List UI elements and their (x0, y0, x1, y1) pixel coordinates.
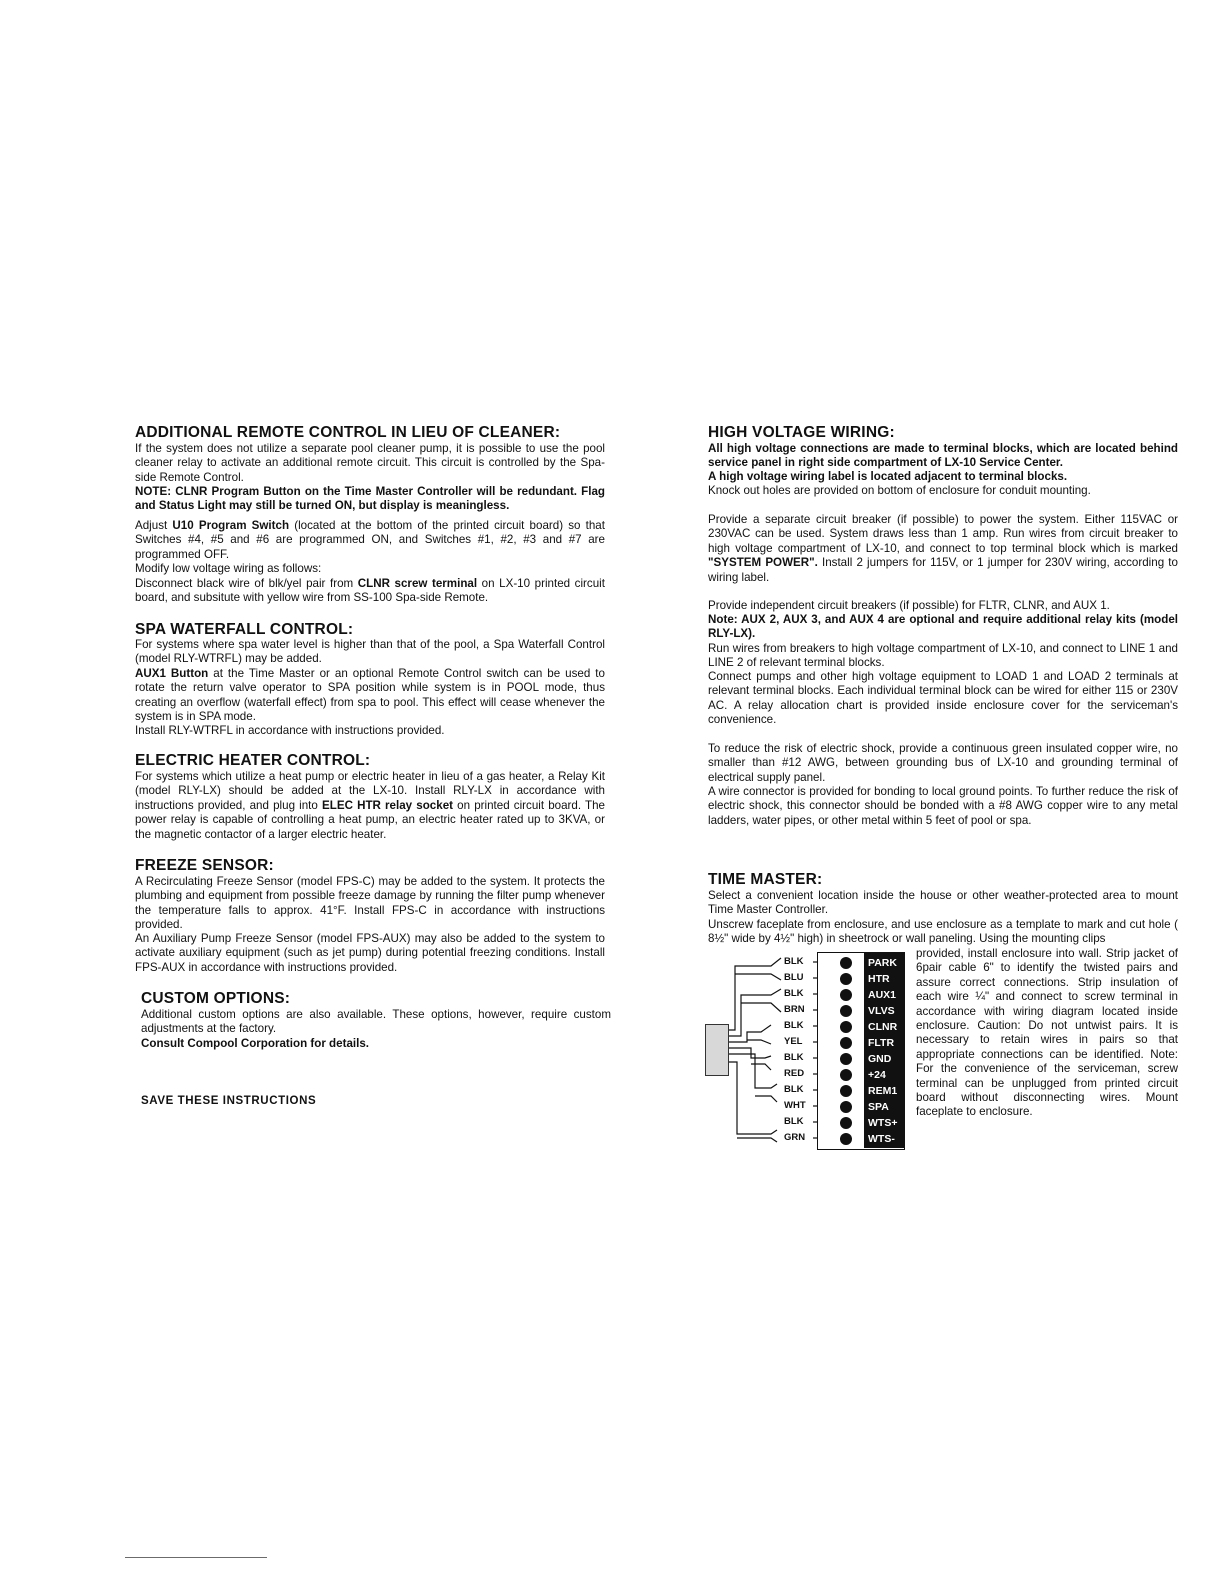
terminal-screw-icon (840, 1005, 852, 1017)
hv-paragraph-5: Connect pumps and other high voltage equipment to LOAD 1 and LOAD 2 terminals at relevant terminal blocks. Each individual terminal block can be wired for either 115 or 230V AC. A relay allocation chart is provided inside enclosure cover for the serviceman's convenience. (708, 670, 1178, 727)
terminal-screw-icon (840, 1117, 852, 1129)
hv-paragraph-4: Run wires from breakers to high voltage compartment of LX-10, and connect to LINE 1 and LINE 2 of relevant terminal blocks. (708, 642, 1178, 670)
heading-remote-control: ADDITIONAL REMOTE CONTROL IN LIEU OF CLEANER: (135, 424, 561, 441)
wire-label: BLK (784, 1116, 804, 1127)
wiring-diagram (705, 952, 905, 1150)
remote-paragraph-1: If the system does not utilize a separate pool cleaner pump, it is possible to use the pool cleaner relay to activate an additional remote circuit. This circuit is controlled by the Spa-side Remote Control. (135, 442, 605, 484)
terminal-label: VLVS (868, 1005, 895, 1017)
terminal-screw-icon (840, 1085, 852, 1097)
spa-paragraph-3: Install RLY-WTRFL in accordance with instructions provided. (135, 724, 445, 737)
terminal-label: AUX1 (868, 989, 897, 1001)
terminal-block (817, 952, 905, 1150)
terminal-label: WTS- (868, 1133, 895, 1145)
heading-freeze-sensor: FREEZE SENSOR: (135, 857, 274, 874)
hv-paragraph-1: Knock out holes are provided on bottom of enclosure for conduit mounting. (708, 484, 1091, 497)
wire-label: RED (784, 1068, 805, 1079)
terminal-label: PARK (868, 957, 897, 969)
terminal-screw-icon (840, 989, 852, 1001)
terminal-screw-icon (840, 1069, 852, 1081)
terminal-screw-icon (840, 1053, 852, 1065)
terminal-label: +24 (868, 1069, 886, 1081)
heading-electric-heater: ELECTRIC HEATER CONTROL: (135, 752, 371, 769)
spa-paragraph-2: AUX1 Button at the Time Master or an optional Remote Control switch can be used to rotate the return valve operator to SPA position while system is in POOL mode, thus creating an overflow (waterfall effect) from spa to pool. This effect will cease whenever the system is in SPA mode. (135, 667, 605, 724)
terminal-screw-icon (840, 1101, 852, 1113)
hv-paragraph-3: Provide independent circuit breakers (if possible) for FLTR, CLNR, and AUX 1. (708, 599, 1110, 612)
spa-paragraph-1: For systems where spa water level is higher than that of the pool, a Spa Waterfall Control (model RLY-WTRFL) may be added. (135, 638, 605, 666)
hv-paragraph-6: To reduce the risk of electric shock, provide a continuous green insulated copper wire, no smaller than #12 AWG, between grounding bus of LX-10 and grounding terminal of electrical supply panel. (708, 742, 1178, 784)
freeze-paragraph-2: An Auxiliary Pump Freeze Sensor (model FPS-AUX) may also be added to the system to activate auxiliary equipment (such as jet pump) during potential freezing conditions. Install FPS-AUX in accordance with instructions provided. (135, 932, 605, 974)
wire-label: BLK (784, 956, 804, 967)
terminal-screw-icon (840, 957, 852, 969)
heading-high-voltage: HIGH VOLTAGE WIRING: (708, 424, 895, 441)
terminal-label: REM1 (868, 1085, 898, 1097)
terminal-label-strip (864, 953, 904, 1148)
tm-paragraph-2: Unscrew faceplate from enclosure, and use enclosure as a template to mark and cut hole ( 8½" wide by 4½" high) in sheetrock or wall paneling. Using the mounting clips (708, 918, 1178, 946)
wire-label: BLK (784, 1052, 804, 1063)
terminal-label: HTR (868, 973, 890, 985)
hv-bold-1: All high voltage connections are made to terminal blocks, which are located behind service panel in right side compartment of LX-10 Service Center. (708, 442, 1178, 470)
remote-paragraph-3: Modify low voltage wiring as follows: (135, 562, 322, 575)
terminal-label: SPA (868, 1101, 889, 1113)
wire-label: BLU (784, 972, 804, 983)
terminal-screw-icon (840, 1021, 852, 1033)
remote-paragraph-4: Disconnect black wire of blk/yel pair from CLNR screw terminal on LX-10 printed circuit board, and subsitute with yellow wire from SS-100 Spa-side Remote. (135, 577, 605, 605)
wire-label: YEL (784, 1036, 803, 1047)
terminal-screw-icon (840, 1037, 852, 1049)
wire-label: BRN (784, 1004, 805, 1015)
save-instructions: SAVE THESE INSTRUCTIONS (141, 1095, 317, 1107)
terminal-screw-icon (840, 1133, 852, 1145)
custom-paragraph-1: Additional custom options are also available. These options, however, require custom adjustments at the factory. (141, 1008, 611, 1036)
terminal-label: FLTR (868, 1037, 895, 1049)
wire-label: BLK (784, 1084, 804, 1095)
footer-divider (125, 1557, 267, 1558)
heading-spa-waterfall: SPA WATERFALL CONTROL: (135, 621, 354, 638)
tm-paragraph-1: Select a convenient location inside the house or other weather-protected area to mount Time Master Controller. (708, 889, 1178, 917)
remote-paragraph-2: Adjust U10 Program Switch (located at the bottom of the printed circuit board) so that Switches #4, #5 and #6 are programmed ON, and Switches #1, #2, #3 and #7 are programmed OFF. (135, 519, 605, 561)
heading-custom-options: CUSTOM OPTIONS: (141, 990, 291, 1007)
wire-label: BLK (784, 988, 804, 999)
terminal-screw-icon (840, 973, 852, 985)
hv-note: Note: AUX 2, AUX 3, and AUX 4 are optional and require additional relay kits (model RLY-LX). (708, 613, 1178, 641)
tm-side-text: provided, install enclosure into wall. Strip jacket of 6pair cable 6" to identify the twisted pairs and assure correct connections. Strip insulation of each wire ¼" and connect to screw terminal in accordance with wiring diagram located inside enclosure. Caution: Do not untwist pairs. It is necessary to retain wires in pairs so that appropriate connections can be identified. Note: For the convenience of the serviceman, screw terminal can be unplugged from printed circuit board without disconnecting wires. Mount faceplate to enclosure. (916, 947, 1178, 1119)
freeze-paragraph-1: A Recirculating Freeze Sensor (model FPS-C) may be added to the system. It protects the plumbing and equipment from possible freeze damage by running the filter pump whenever the temperature falls to approx. 41°F. Install FPS-C in accordance with instructions provided. (135, 875, 605, 932)
wire-label: GRN (784, 1132, 806, 1143)
remote-note: NOTE: CLNR Program Button on the Time Master Controller will be redundant. Flag and Status Light may still be turned ON, but display is meaningless. (135, 485, 605, 513)
heading-time-master: TIME MASTER: (708, 871, 823, 888)
wire-label: BLK (784, 1020, 804, 1031)
custom-paragraph-2: Consult Compool Corporation for details. (141, 1037, 370, 1050)
wire-label: WHT (784, 1100, 806, 1111)
terminal-label: CLNR (868, 1021, 898, 1033)
cable-jacket (705, 1024, 729, 1076)
terminal-label: WTS+ (868, 1117, 898, 1129)
hv-paragraph-7: A wire connector is provided for bonding to local ground points. To further reduce the risk of electric shock, this connector should be bonded with a #8 AWG copper wire to any metal ladders, water pipes, or other metal within 5 feet of pool or spa. (708, 785, 1178, 827)
terminal-label: GND (868, 1053, 892, 1065)
heater-paragraph-1: For systems which utilize a heat pump or electric heater in lieu of a gas heater, a Relay Kit (model RLY-LX) should be added at the LX-10. Install RLY-LX in accordance with instructions provided, and plug into ELEC HTR relay socket on printed circuit board. The power relay is capable of controlling a heat pump, an electric heater rated up to 3KVA, or the magnetic contactor of a larger electric heater. (135, 770, 605, 841)
hv-paragraph-2: Provide a separate circuit breaker (if possible) to power the system. Either 115VAC or 230VAC can be used. System draws less than 1 amp. Run wires from circuit breaker to high voltage compartment of LX-10, and connect to top terminal block which is marked "SYSTEM POWER". Install 2 jumpers for 115V, or 1 jumper for 230V wiring, according to wiring label. (708, 513, 1178, 584)
hv-bold-2: A high voltage wiring label is located adjacent to terminal blocks. (708, 470, 1068, 483)
